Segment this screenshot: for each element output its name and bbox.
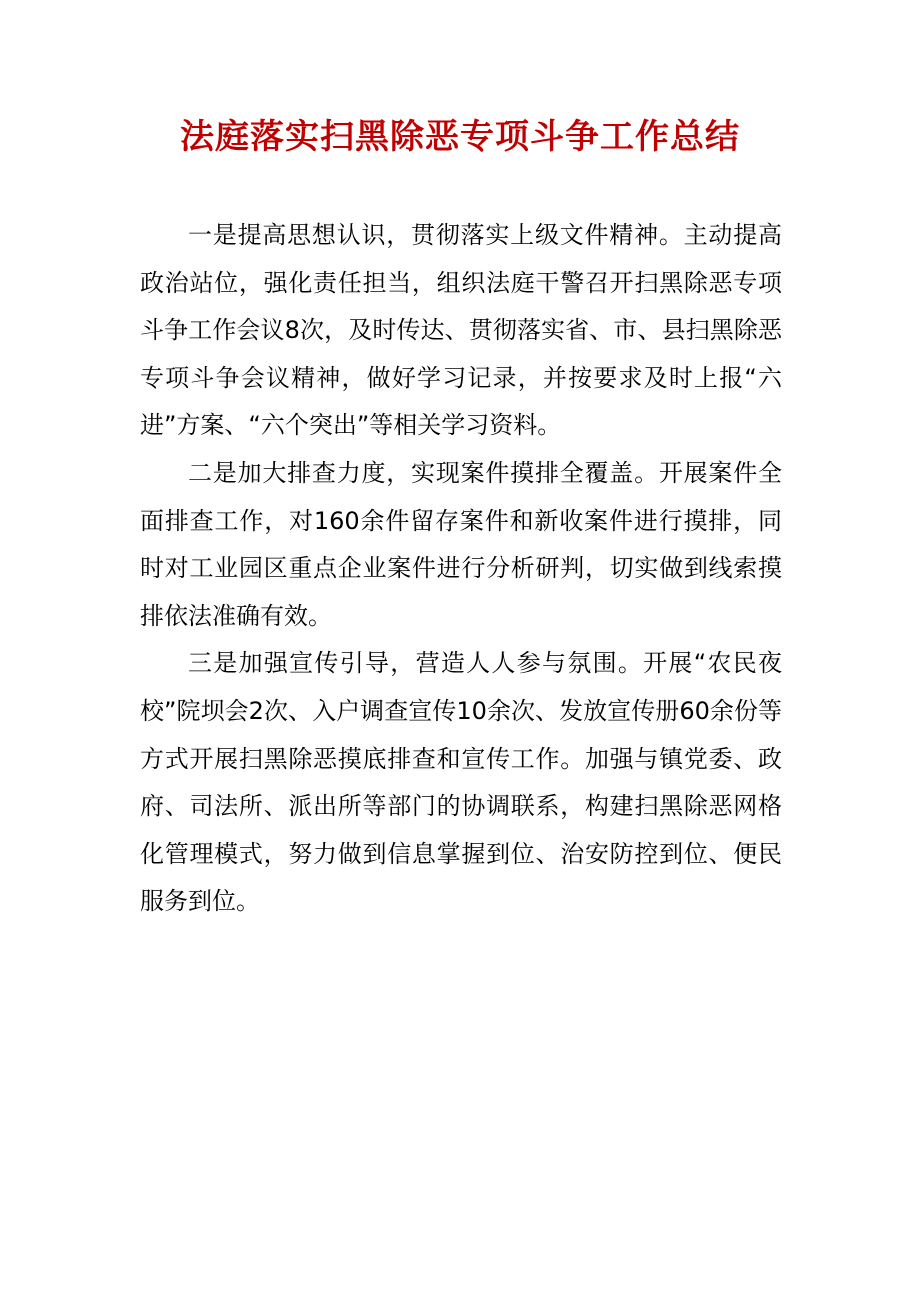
document-body [140,212,782,926]
paragraph-1: 一是提高思想认识，贯彻落实上级文件精神。主动提高政治站位，强化责任担当，组织法庭干警召开扫黑除恶专项斗争工作会议8次，及时传达、贯彻落实省、市、县扫黑除恶专项斗争会议精神，做好学习记录，并按要求及时上报“六进”方案、“六个突出”等相关学习资料。 [140,221,782,440]
paragraph-2: 二是加大排查力度，实现案件摸排全覆盖。开展案件全面排查工作，对160余件留存案件和新收案件进行摸排，同时对工业园区重点企业案件进行分析研判，切实做到线索摸排依法准确有效。 [140,458,782,630]
document-title: 法庭落实扫黑除恶专项斗争工作总结 [180,117,740,157]
paragraph-3: 三是加强宣传引导，营造人人参与氛围。开展“农民夜校”院坝会2次、入户调查宣传10余次、发放宣传册60余份等方式开展扫黑除恶摸底排查和宣传工作。加强与镇党委、政府、司法所、派出所等部门的协调联系，构建扫黑除恶网格化管理模式，努力做到信息掌握到位、治安防控到位、便民服务到位。 [140,649,782,916]
